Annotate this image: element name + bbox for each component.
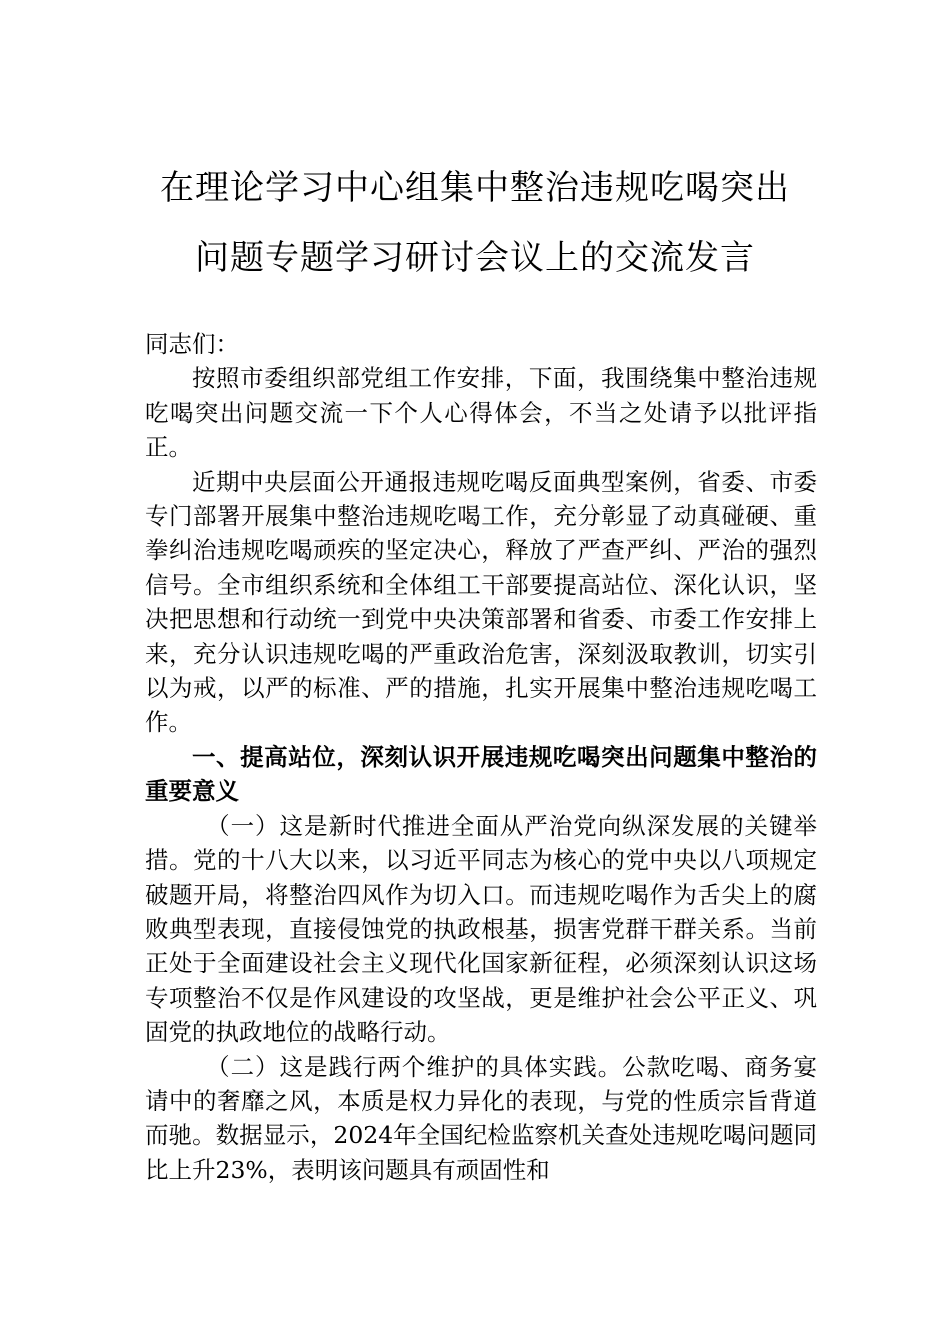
document-title-line-2: 问题专题学习研讨会议上的交流发言	[195, 238, 755, 278]
subsection-1: （一）这是新时代推进全面从严治党向纵深发展的关键举措。党的十八大以来，以习近平同志为核心的党中央以八项规定破题开局，将整治四风作为切入口。而违规吃喝作为舌尖上的腐败典型表现，直接侵蚀党的执政根基，损害党群干群关系。当前正处于全面建设社会主义现代化国家新征程，必须深刻认识这场专项整治不仅是作风建设的攻坚战，更是维护社会公平正义、巩固党的执政地位的战略行动。	[145, 811, 817, 1047]
document-body	[145, 327, 817, 1187]
subsection-2: （二）这是践行两个维护的具体实践。公款吃喝、商务宴请中的奢靡之风，本质是权力异化的表现，与党的性质宗旨背道而驰。数据显示，2024年全国纪检监察机关查处违规吃喝问题同比上升23%，表明该问题具有顽固性和	[145, 1052, 817, 1184]
paragraph-background: 近期中央层面公开通报违规吃喝反面典型案例，省委、市委专门部署开展集中整治违规吃喝工作，充分彰显了动真碰硬、重拳纠治违规吃喝顽疾的坚定决心，释放了严查严纠、严治的强烈信号。全市组织系统和全体组工干部要提高站位、深化认识，坚决把思想和行动统一到党中央决策部署和省委、市委工作安排上来，充分认识违规吃喝的严重政治危害，深刻汲取教训，切实引以为戒，以严的标准、严的措施，扎实开展集中整治违规吃喝工作。	[145, 467, 817, 737]
paragraph-intro: 按照市委组织部党组工作安排，下面，我围绕集中整治违规吃喝突出问题交流一下个人心得体会，不当之处请予以批评指正。	[145, 364, 817, 462]
document-title-line-1: 在理论学习中心组集中整治违规吃喝突出	[160, 168, 790, 208]
salutation: 同志们：	[145, 330, 239, 358]
section-heading-1: 一、提高站位，深刻认识开展违规吃喝突出问题集中整治的重要意义	[145, 742, 817, 806]
